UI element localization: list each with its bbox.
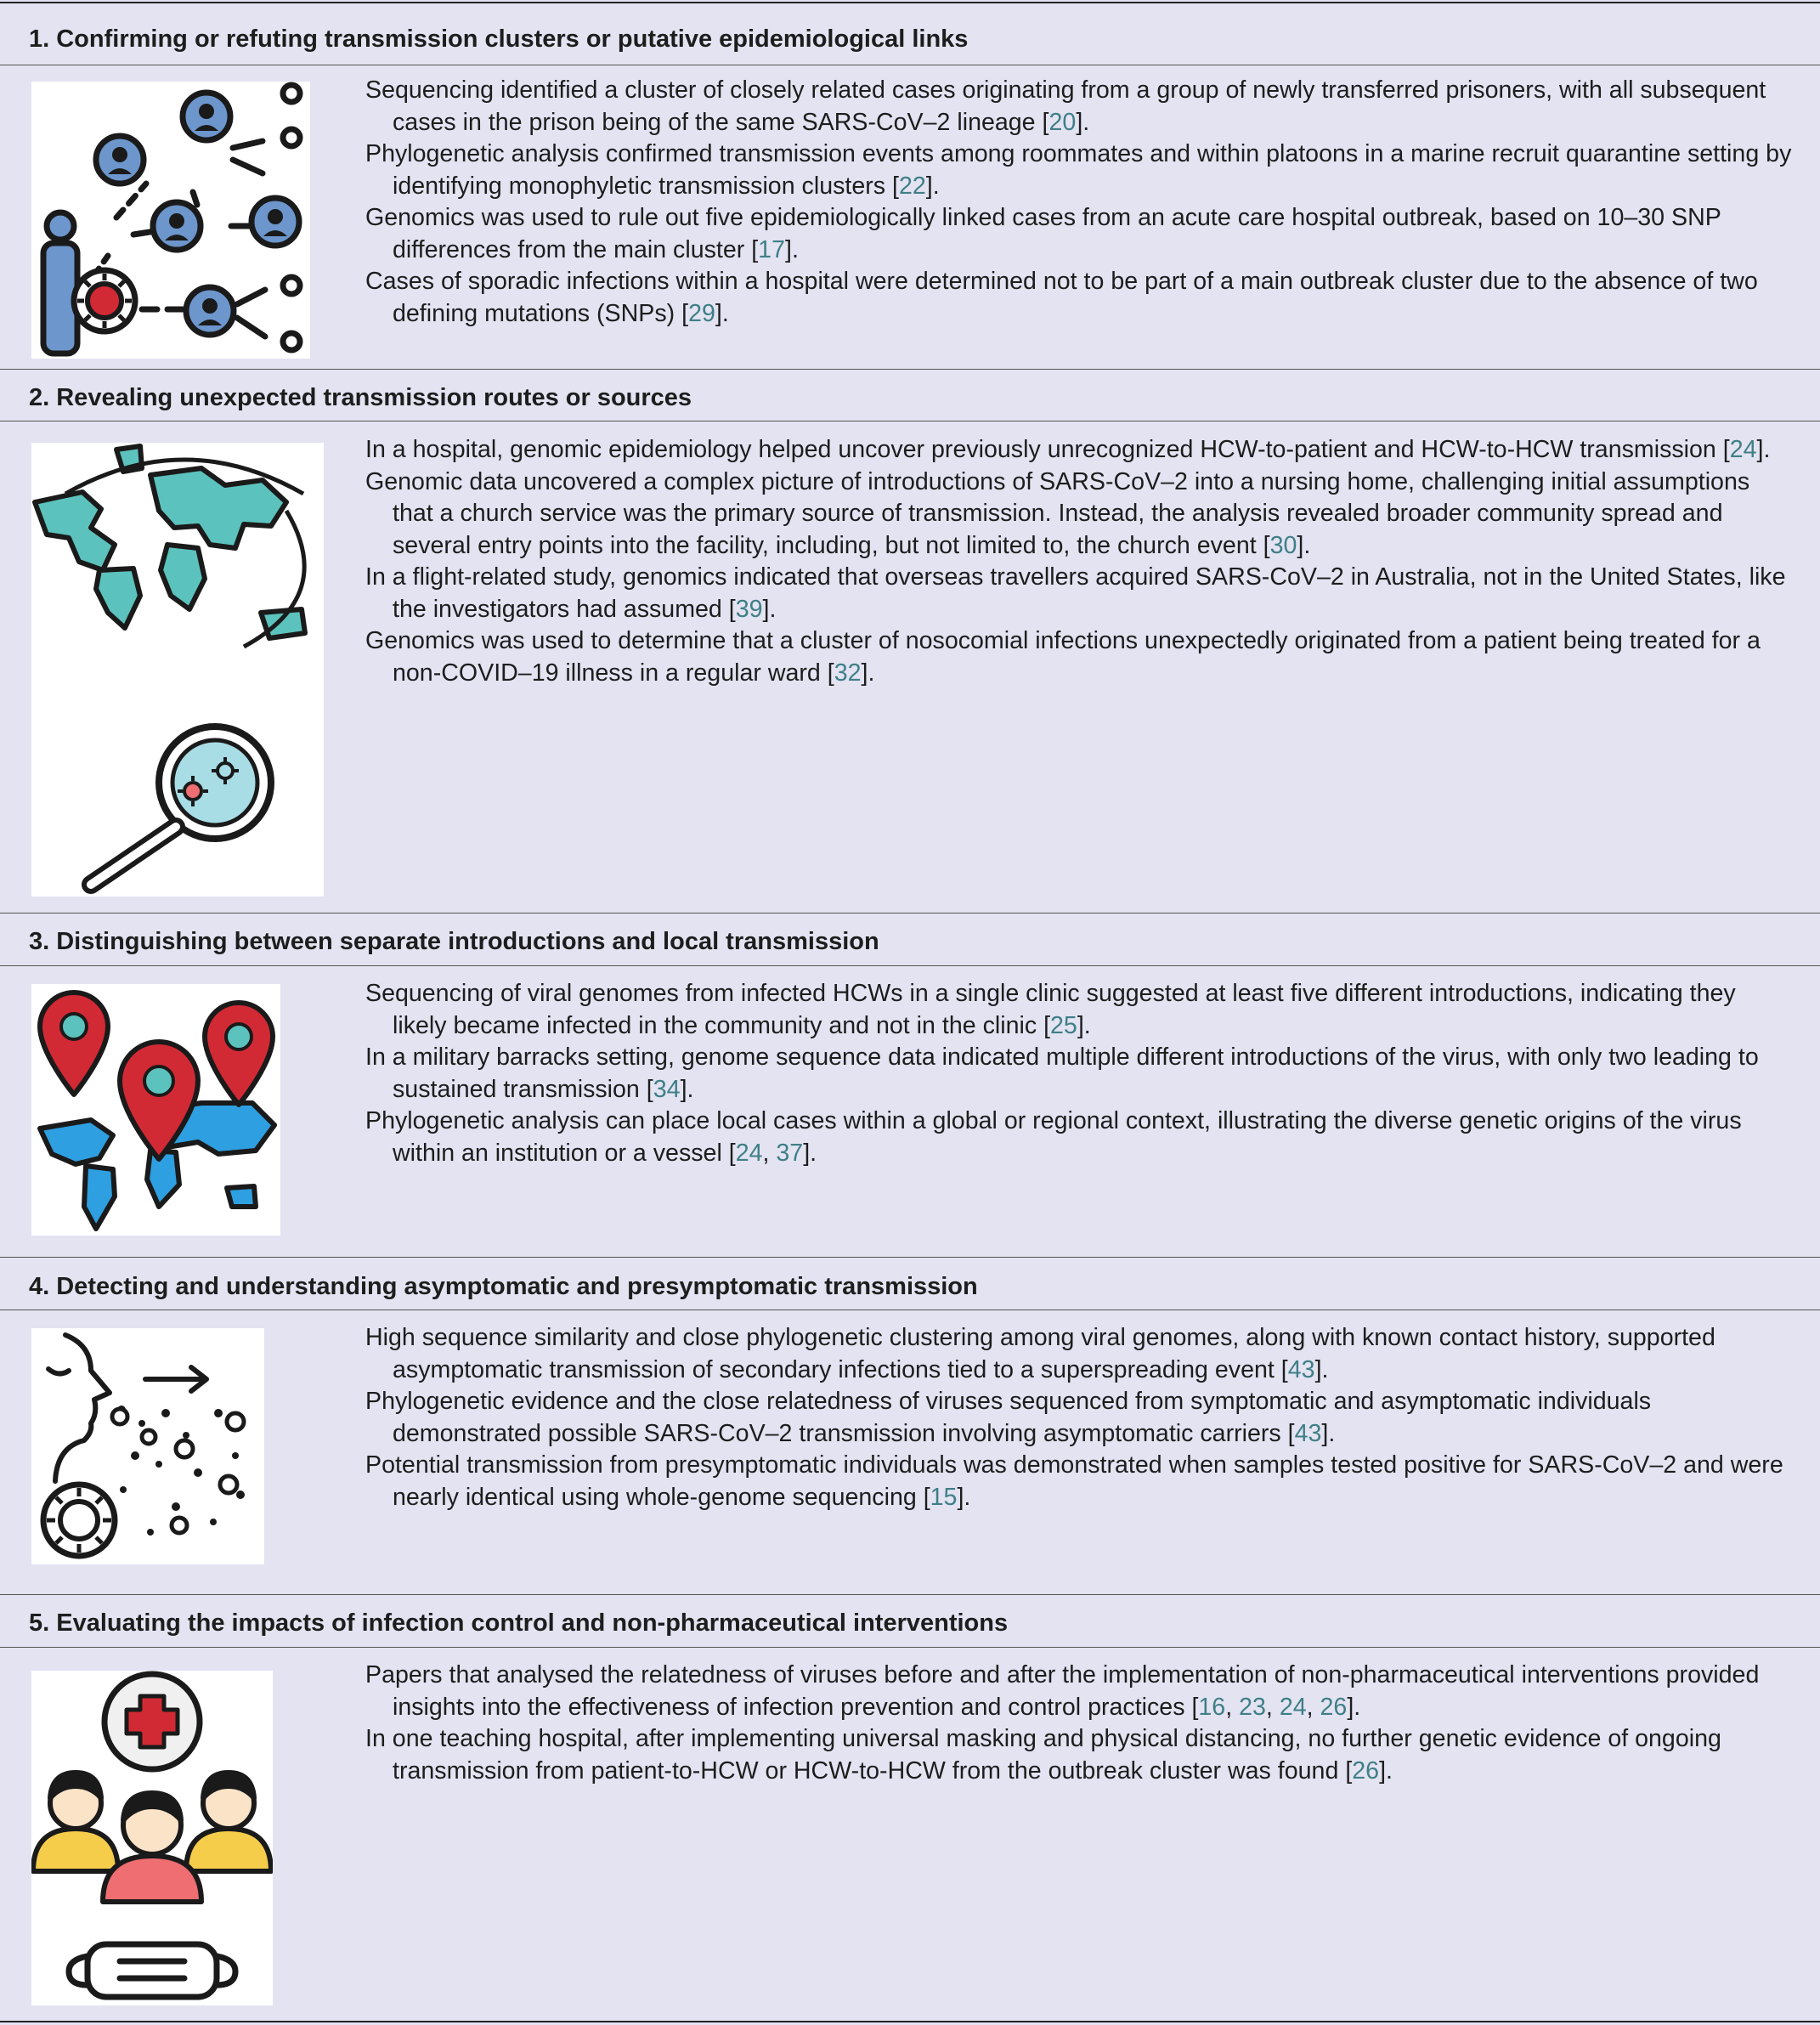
reference-link[interactable]: 22 [898,172,926,200]
list-item: In a hospital, genomic epidemiology helped uncover previously unrecognized HCW-to-patient and HCW-to-HCW transmission [24]. [365,436,1771,463]
reference-link[interactable]: 32 [834,659,862,687]
reference-link[interactable]: 30 [1269,531,1297,559]
map-virus-pins-icon [31,984,280,1236]
section-3-rule [0,965,1820,966]
section-divider [0,369,1820,370]
reference-link[interactable]: 29 [688,299,715,327]
list-item: Sequencing of viral genomes from infected HCWs in a single clinic suggested at least five different introductions, indicating they likely became infected in the community and not in the clinic [25]. [365,980,1736,1039]
section-divider [0,1594,1820,1595]
list-item: Papers that analysed the relatedness of viruses before and after the implementation of non-pharmaceutical interventions provided insights into the effectiveness of infection prevention and control practices [16, 23, 24, 26]. [365,1661,1760,1721]
section-5-list [365,1660,1796,1787]
bottom-rule [0,2021,1820,2022]
section-divider [0,913,1820,914]
list-item: In a military barracks setting, genome sequence data indicated multiple different introductions of the virus, with only two leading to sustained transmission [34]. [365,1044,1759,1103]
section-divider [0,1257,1820,1258]
reference-link[interactable]: 16 [1198,1693,1226,1721]
reference-link[interactable]: 43 [1287,1355,1315,1383]
reference-link[interactable]: 43 [1294,1419,1322,1447]
section-3-title: 3. Distinguishing between separate introductions and local transmission [29,928,879,955]
world-map-magnifier-icon [31,443,324,897]
reference-link[interactable]: 24 [735,1139,763,1167]
reference-link[interactable]: 20 [1048,108,1077,136]
reference-link[interactable]: 34 [653,1075,681,1103]
reference-link[interactable]: 37 [776,1139,804,1167]
list-item: Cases of sporadic infections within a hospital were determined not to be part of a main outbreak cluster due to the absence of two defining mutations (SNPs) [29]. [365,268,1758,327]
reference-link[interactable]: 26 [1352,1756,1380,1785]
top-rule [0,2,1820,3]
reference-link[interactable]: 17 [758,235,785,263]
section-2-list [365,434,1796,689]
reference-link[interactable]: 39 [735,595,763,623]
section-1-list [365,75,1796,330]
section-1-title: 1. Confirming or refuting transmission clusters or putative epidemiological links [29,25,969,53]
list-item: Potential transmission from presymptomatic individuals was demonstrated when samples tested positive for SARS-CoV–2 and were nearly identical using whole-genome sequencing [15]. [365,1451,1783,1511]
section-4-rule [0,1309,1820,1310]
section-5-title: 5. Evaluating the impacts of infection control and non-pharmaceutical interventions [29,1609,1009,1637]
list-item: High sequence similarity and close phylogenetic clustering among viral genomes, along with known contact history, supported asymptomatic transmission of secondary infections tied to a superspreading event [43]. [365,1324,1715,1383]
reference-link[interactable]: 25 [1050,1011,1077,1039]
section-3-list [365,978,1796,1169]
reference-link[interactable]: 24 [1729,436,1757,463]
list-item: Phylogenetic evidence and the close relatedness of viruses sequenced from symptomatic and asymptomatic individuals demonstrated possible SARS-CoV–2 transmission involving asymptomatic carriers [43]. [365,1388,1652,1447]
reference-link[interactable]: 26 [1320,1693,1348,1721]
section-4-list [365,1322,1796,1513]
reference-link[interactable]: 23 [1239,1693,1266,1721]
list-item: In a flight-related study, genomics indicated that overseas travellers acquired SARS-CoV–2 in Australia, not in the United States, like the investigators had assumed [39]. [365,563,1786,623]
list-item: Genomics was used to rule out five epidemiologically linked cases from an acute care hospital outbreak, based on 10–30 SNP differences from the main cluster [17]. [365,204,1721,263]
list-item: Phylogenetic analysis confirmed transmission events among roommates and within platoons in a marine recruit quarantine setting by identifying monophyletic transmission clusters [22]. [365,140,1792,200]
section-5-rule [0,1647,1820,1648]
list-item: Sequencing identified a cluster of closely related cases originating from a group of newly transferred prisoners, with all subsequent cases in the prison being of the same SARS-CoV–2 lineage [20]. [365,76,1766,136]
breath-droplets-icon [31,1328,264,1564]
section-4-title: 4. Detecting and understanding asymptomatic and presymptomatic transmission [29,1273,978,1300]
list-item: Phylogenetic analysis can place local cases within a global or regional context, illustrating the diverse genetic origins of the virus within an institution or a vessel [24, 37]. [365,1107,1742,1167]
list-item: Genomics was used to determine that a cluster of nosocomial infections unexpectedly originated from a patient being treated for a non-COVID–19 illness in a regular ward [32]. [365,627,1761,687]
list-item: In one teaching hospital, after implementing universal masking and physical distancing, no further genetic evidence of ongoing transmission from patient-to-HCW or HCW-to-HCW from the outbreak cluster was found [26]. [365,1725,1721,1785]
list-item: Genomic data uncovered a complex picture of introductions of SARS-CoV–2 into a nursing home, challenging initial assumptions that a church service was the primary source of transmission. Instead, the analysis revealed broader community spread and several entry points into the facility, including, but not limited to, the church event [30]. [365,467,1750,559]
reference-link[interactable]: 15 [930,1483,958,1511]
reference-link[interactable]: 24 [1279,1693,1307,1721]
transmission-network-icon [31,82,310,359]
section-2-title: 2. Revealing unexpected transmission routes or sources [29,384,692,411]
people-medical-mask-icon [31,1671,273,2005]
